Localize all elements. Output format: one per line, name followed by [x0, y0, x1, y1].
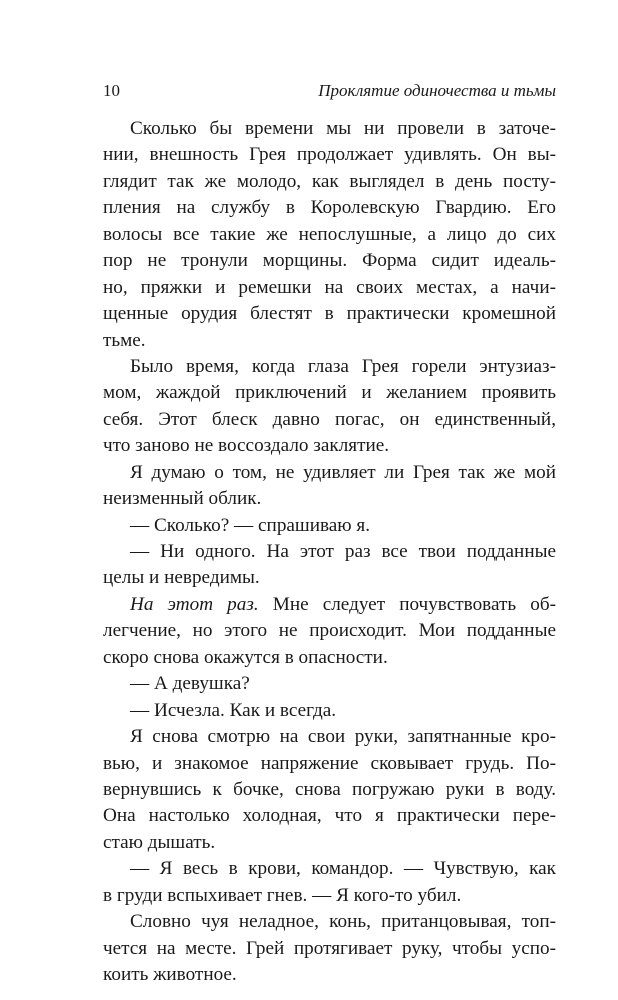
text-line — [103, 724, 556, 750]
text-line — [103, 433, 556, 459]
text-line-content: чется на месте. Грей протягивает руку, чтобы успо- — [103, 937, 556, 959]
text-line — [103, 962, 556, 988]
text-line — [103, 803, 556, 829]
text-line — [103, 486, 556, 512]
text-line-content: Я снова смотрю на свои руки, запятнанные кро- — [130, 726, 556, 748]
text-line — [103, 169, 556, 195]
italic-phrase: На этот раз. — [130, 593, 259, 615]
text-line — [103, 830, 556, 856]
text-line-content: Сколько бы времени мы ни провели в заточе- — [130, 118, 556, 139]
text-line — [103, 883, 556, 909]
body-text — [103, 116, 556, 988]
text-line — [103, 407, 556, 433]
text-line — [103, 380, 556, 406]
text-line-content: Словно чуя неладное, конь, пританцовывая, топ- — [130, 911, 556, 933]
text-line-content: пления на службу в Королевскую Гвардию. Его — [103, 197, 556, 219]
text-line — [103, 248, 556, 274]
text-line-content: мом, жаждой приключений и желанием проявить — [103, 382, 556, 404]
text-line-content: вернувшись к бочке, снова погружаю руки в воду. — [103, 778, 556, 800]
text-line — [103, 513, 556, 539]
text-line-content: Мне следует почувствовать об- — [258, 593, 556, 615]
text-line-content: Я думаю о том, не удивляет ли Грея так же мой — [130, 461, 556, 483]
text-line-content: Было время, когда глаза Грея горели энтузиаз- — [130, 355, 556, 377]
text-line — [103, 671, 556, 697]
text-line — [103, 618, 556, 644]
text-line-content: целы и невредимы. — [103, 567, 260, 589]
text-line-content: стаю дышать. — [103, 831, 216, 853]
text-line — [103, 751, 556, 777]
text-line — [103, 592, 556, 618]
page-number: 10 — [103, 81, 120, 100]
text-line-content: легчение, но этого не происходит. Мои подданные — [103, 620, 556, 642]
text-line-content: нии, внешность Грея продолжает удивлять. Он вы- — [103, 144, 556, 166]
text-line-content: скоро снова окажутся в опасности. — [103, 646, 388, 668]
text-line — [103, 460, 556, 486]
text-line-content: волосы все такие же непослушные, а лицо до сих — [103, 223, 556, 245]
text-line-content: — Ни одного. На этот раз все твои подданные — [130, 541, 556, 562]
text-line — [103, 275, 556, 301]
text-line — [103, 301, 556, 327]
text-line-content: Она настолько холодная, что я практически пере- — [103, 805, 556, 827]
text-line — [103, 565, 556, 591]
text-line-content: пор не тронули морщины. Форма сидит идеаль- — [103, 250, 556, 272]
text-line — [103, 909, 556, 935]
text-line-content: вью, и знакомое напряжение сковывает грудь. По- — [103, 752, 556, 774]
text-line — [103, 222, 556, 248]
text-line — [103, 645, 556, 671]
text-line-content: в груди вспыхивает гнев. — Я кого-то убил. — [103, 884, 462, 906]
text-line-content: — Сколько? — спрашиваю я. — [130, 514, 371, 536]
text-line — [103, 856, 556, 882]
text-line-content: неизменный облик. — [103, 488, 262, 510]
text-line-content: — Исчезла. Как и всегда. — [130, 699, 337, 721]
text-line — [103, 936, 556, 962]
text-line-content: но, пряжки и ремешки на своих местах, а начи- — [103, 276, 556, 298]
text-line — [103, 142, 556, 168]
text-line-content: себя. Этот блеск давно погас, он единственный, — [103, 408, 556, 430]
text-line — [103, 354, 556, 380]
running-header — [103, 80, 556, 104]
text-line-content: — Я весь в крови, командор. — Чувствую, как — [130, 858, 556, 880]
text-line-content: что заново не воссоздало заклятие. — [103, 435, 390, 457]
text-line-content: глядит так же молодо, как выглядел в день посту- — [103, 170, 556, 192]
text-line-content: коить животное. — [103, 964, 237, 985]
text-line — [103, 195, 556, 221]
text-line-content: — А девушка? — [130, 673, 250, 695]
text-line-content: щенные орудия блестят в практически кромешной — [103, 303, 556, 325]
text-line — [103, 328, 556, 354]
text-line — [103, 539, 556, 565]
text-line — [103, 777, 556, 803]
book-title: Проклятие одиночества и тьмы — [318, 81, 556, 100]
text-line — [103, 116, 556, 142]
text-line-content: тьме. — [103, 329, 146, 351]
text-line — [103, 698, 556, 724]
